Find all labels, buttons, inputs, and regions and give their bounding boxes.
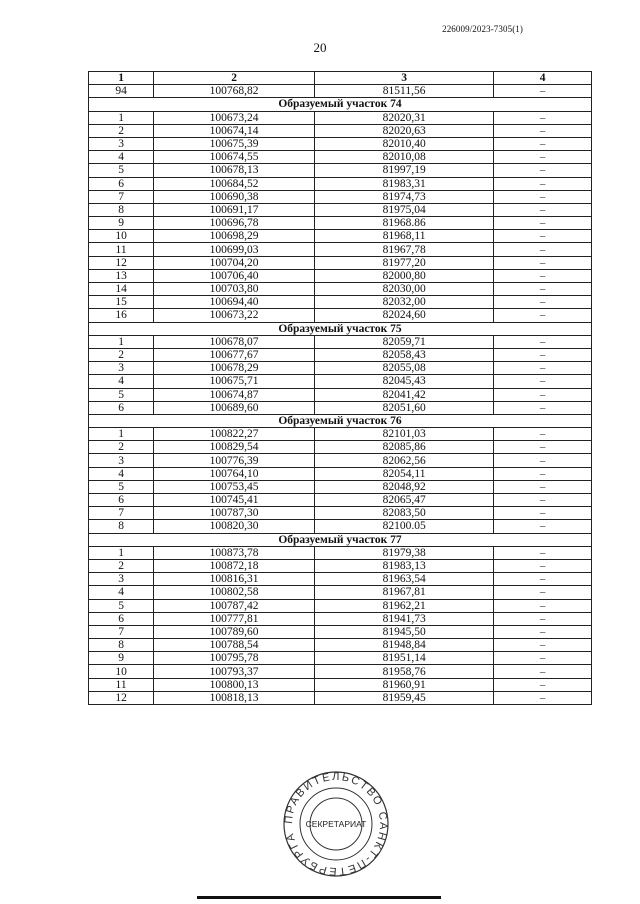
accuracy: – — [494, 546, 592, 559]
y-coordinate: 81511,56 — [315, 85, 494, 98]
y-coordinate: 82024,60 — [315, 309, 494, 322]
accuracy: – — [494, 639, 592, 652]
point-number: 4 — [89, 375, 154, 388]
accuracy: – — [494, 652, 592, 665]
table-row — [89, 164, 592, 177]
point-number: 2 — [89, 124, 154, 137]
table-row — [89, 546, 592, 559]
point-number: 9 — [89, 217, 154, 230]
table-row — [89, 467, 592, 480]
x-coordinate: 100674,87 — [154, 388, 315, 401]
accuracy: – — [494, 441, 592, 454]
x-coordinate: 100800,13 — [154, 678, 315, 691]
accuracy: – — [494, 625, 592, 638]
point-number: 5 — [89, 164, 154, 177]
table-row — [89, 151, 592, 164]
y-coordinate: 82055,08 — [315, 362, 494, 375]
accuracy: – — [494, 164, 592, 177]
x-coordinate: 100684,52 — [154, 177, 315, 190]
column-header: 3 — [315, 72, 494, 85]
table-row — [89, 137, 592, 150]
x-coordinate: 100787,30 — [154, 507, 315, 520]
accuracy: – — [494, 217, 592, 230]
accuracy: – — [494, 348, 592, 361]
table-row — [89, 217, 592, 230]
point-number: 4 — [89, 467, 154, 480]
point-number: 10 — [89, 665, 154, 678]
y-coordinate: 82083,50 — [315, 507, 494, 520]
accuracy: – — [494, 401, 592, 414]
point-number: 2 — [89, 559, 154, 572]
x-coordinate: 100777,81 — [154, 612, 315, 625]
secretariat-stamp — [282, 770, 390, 878]
point-number: 6 — [89, 401, 154, 414]
table-row — [89, 85, 592, 98]
x-coordinate: 100675,39 — [154, 137, 315, 150]
table-row — [89, 507, 592, 520]
accuracy: – — [494, 335, 592, 348]
point-number: 9 — [89, 652, 154, 665]
accuracy: – — [494, 665, 592, 678]
table-row — [89, 283, 592, 296]
point-number: 6 — [89, 612, 154, 625]
x-coordinate: 100822,27 — [154, 428, 315, 441]
table-row — [89, 454, 592, 467]
y-coordinate: 81974,73 — [315, 190, 494, 203]
accuracy: – — [494, 137, 592, 150]
y-coordinate: 81951,14 — [315, 652, 494, 665]
accuracy: – — [494, 111, 592, 124]
accuracy: – — [494, 467, 592, 480]
x-coordinate: 100829,54 — [154, 441, 315, 454]
column-header: 2 — [154, 72, 315, 85]
point-number: 4 — [89, 586, 154, 599]
accuracy: – — [494, 388, 592, 401]
point-number: 11 — [89, 678, 154, 691]
point-number: 5 — [89, 388, 154, 401]
x-coordinate: 100673,22 — [154, 309, 315, 322]
y-coordinate: 81977,20 — [315, 256, 494, 269]
section-header-row — [89, 414, 592, 427]
y-coordinate: 81968.86 — [315, 217, 494, 230]
table-row — [89, 124, 592, 137]
x-coordinate: 100689,60 — [154, 401, 315, 414]
y-coordinate: 81975,04 — [315, 203, 494, 216]
y-coordinate: 82000,80 — [315, 269, 494, 282]
svg-text:ПРАВИТЕЛЬСТВО САНКТ-ПЕТЕРБУРГА: ПРАВИТЕЛЬСТВО САНКТ-ПЕТЕРБУРГА — [282, 770, 390, 878]
point-number: 7 — [89, 190, 154, 203]
section-title: Образуемый участок 75 — [89, 322, 592, 335]
table-row — [89, 309, 592, 322]
point-number: 16 — [89, 309, 154, 322]
point-number: 13 — [89, 269, 154, 282]
accuracy: – — [494, 507, 592, 520]
table-row — [89, 177, 592, 190]
section-title: Образуемый участок 74 — [89, 98, 592, 111]
x-coordinate: 100818,13 — [154, 691, 315, 704]
column-header: 1 — [89, 72, 154, 85]
point-number: 6 — [89, 494, 154, 507]
y-coordinate: 82100.05 — [315, 520, 494, 533]
y-coordinate: 82054,11 — [315, 467, 494, 480]
table-row — [89, 375, 592, 388]
y-coordinate: 82010,08 — [315, 151, 494, 164]
table-row — [89, 573, 592, 586]
table-row — [89, 230, 592, 243]
y-coordinate: 81959,45 — [315, 691, 494, 704]
x-coordinate: 100694,40 — [154, 296, 315, 309]
point-number: 8 — [89, 639, 154, 652]
table-header-row — [89, 72, 592, 85]
accuracy: – — [494, 559, 592, 572]
point-number: 2 — [89, 441, 154, 454]
table-row — [89, 296, 592, 309]
table-body — [89, 85, 592, 705]
table-row — [89, 612, 592, 625]
table-row — [89, 586, 592, 599]
y-coordinate: 82051,60 — [315, 401, 494, 414]
x-coordinate: 100678,13 — [154, 164, 315, 177]
y-coordinate: 82020,31 — [315, 111, 494, 124]
table-row — [89, 494, 592, 507]
point-number: 12 — [89, 256, 154, 269]
y-coordinate: 81941,73 — [315, 612, 494, 625]
accuracy: – — [494, 309, 592, 322]
table-row — [89, 203, 592, 216]
point-number: 14 — [89, 283, 154, 296]
x-coordinate: 100678,29 — [154, 362, 315, 375]
point-number: 3 — [89, 137, 154, 150]
accuracy: – — [494, 599, 592, 612]
page-number: 20 — [313, 40, 327, 55]
point-number: 2 — [89, 348, 154, 361]
accuracy: – — [494, 520, 592, 533]
accuracy: – — [494, 678, 592, 691]
table-row — [89, 348, 592, 361]
table-row — [89, 480, 592, 493]
y-coordinate: 81967,78 — [315, 243, 494, 256]
accuracy: – — [494, 454, 592, 467]
table-row — [89, 559, 592, 572]
accuracy: – — [494, 480, 592, 493]
accuracy: – — [494, 586, 592, 599]
y-coordinate: 81963,54 — [315, 573, 494, 586]
table-row — [89, 639, 592, 652]
x-coordinate: 100706,40 — [154, 269, 315, 282]
x-coordinate: 100677,67 — [154, 348, 315, 361]
x-coordinate: 100816,31 — [154, 573, 315, 586]
point-number: 1 — [89, 546, 154, 559]
point-number: 10 — [89, 230, 154, 243]
x-coordinate: 100776,39 — [154, 454, 315, 467]
x-coordinate: 100787,42 — [154, 599, 315, 612]
y-coordinate: 82010,40 — [315, 137, 494, 150]
table-row — [89, 665, 592, 678]
y-coordinate: 81962,21 — [315, 599, 494, 612]
table-row — [89, 678, 592, 691]
x-coordinate: 100873,78 — [154, 546, 315, 559]
y-coordinate: 81983,13 — [315, 559, 494, 572]
x-coordinate: 100789,60 — [154, 625, 315, 638]
y-coordinate: 81983,31 — [315, 177, 494, 190]
point-number: 4 — [89, 151, 154, 164]
point-number: 6 — [89, 177, 154, 190]
accuracy: – — [494, 269, 592, 282]
y-coordinate: 81945,50 — [315, 625, 494, 638]
point-number: 3 — [89, 362, 154, 375]
table-row — [89, 256, 592, 269]
y-coordinate: 82045,43 — [315, 375, 494, 388]
table-row — [89, 190, 592, 203]
point-number: 5 — [89, 480, 154, 493]
section-title: Образуемый участок 76 — [89, 414, 592, 427]
document-number: 226009/2023-7305(1) — [442, 24, 523, 34]
x-coordinate: 100675,71 — [154, 375, 315, 388]
stamp-center-text: СЕКРЕТАРИАТ — [305, 819, 367, 829]
y-coordinate: 81960,91 — [315, 678, 494, 691]
table-row — [89, 599, 592, 612]
point-number: 7 — [89, 625, 154, 638]
table-row — [89, 691, 592, 704]
accuracy: – — [494, 190, 592, 203]
accuracy: – — [494, 362, 592, 375]
table-row — [89, 441, 592, 454]
y-coordinate: 82041,42 — [315, 388, 494, 401]
table-row — [89, 520, 592, 533]
accuracy: – — [494, 428, 592, 441]
table-row — [89, 269, 592, 282]
y-coordinate: 81997,19 — [315, 164, 494, 177]
section-title: Образуемый участок 77 — [89, 533, 592, 546]
x-coordinate: 100674,55 — [154, 151, 315, 164]
y-coordinate: 82059,71 — [315, 335, 494, 348]
point-number: 1 — [89, 335, 154, 348]
x-coordinate: 100768,82 — [154, 85, 315, 98]
point-number: 3 — [89, 454, 154, 467]
table-row — [89, 401, 592, 414]
accuracy: – — [494, 124, 592, 137]
x-coordinate: 100820,30 — [154, 520, 315, 533]
point-number: 8 — [89, 520, 154, 533]
accuracy: – — [494, 494, 592, 507]
column-header: 4 — [494, 72, 592, 85]
accuracy: – — [494, 283, 592, 296]
y-coordinate: 81979,38 — [315, 546, 494, 559]
section-header-row — [89, 322, 592, 335]
x-coordinate: 100704,20 — [154, 256, 315, 269]
x-coordinate: 100690,38 — [154, 190, 315, 203]
point-number: 94 — [89, 85, 154, 98]
x-coordinate: 100678,07 — [154, 335, 315, 348]
y-coordinate: 81967,81 — [315, 586, 494, 599]
x-coordinate: 100698,29 — [154, 230, 315, 243]
table-row — [89, 652, 592, 665]
accuracy: – — [494, 203, 592, 216]
accuracy: – — [494, 612, 592, 625]
accuracy: – — [494, 151, 592, 164]
table-row — [89, 625, 592, 638]
point-number: 3 — [89, 573, 154, 586]
table-row — [89, 111, 592, 124]
accuracy: – — [494, 256, 592, 269]
y-coordinate: 82058,43 — [315, 348, 494, 361]
y-coordinate: 82032,00 — [315, 296, 494, 309]
point-number: 11 — [89, 243, 154, 256]
x-coordinate: 100691,17 — [154, 203, 315, 216]
accuracy: – — [494, 243, 592, 256]
point-number: 1 — [89, 428, 154, 441]
x-coordinate: 100872,18 — [154, 559, 315, 572]
y-coordinate: 82101,03 — [315, 428, 494, 441]
accuracy: – — [494, 230, 592, 243]
x-coordinate: 100753,45 — [154, 480, 315, 493]
y-coordinate: 81948,84 — [315, 639, 494, 652]
point-number: 15 — [89, 296, 154, 309]
y-coordinate: 82062,56 — [315, 454, 494, 467]
point-number: 12 — [89, 691, 154, 704]
y-coordinate: 82030,00 — [315, 283, 494, 296]
point-number: 8 — [89, 203, 154, 216]
table-row — [89, 428, 592, 441]
accuracy: – — [494, 375, 592, 388]
x-coordinate: 100696,78 — [154, 217, 315, 230]
accuracy: – — [494, 296, 592, 309]
x-coordinate: 100699,03 — [154, 243, 315, 256]
point-number: 7 — [89, 507, 154, 520]
y-coordinate: 82065,47 — [315, 494, 494, 507]
x-coordinate: 100673,24 — [154, 111, 315, 124]
y-coordinate: 81958,76 — [315, 665, 494, 678]
coordinates-table — [88, 71, 592, 705]
x-coordinate: 100793,37 — [154, 665, 315, 678]
accuracy: – — [494, 573, 592, 586]
accuracy: – — [494, 177, 592, 190]
x-coordinate: 100764,10 — [154, 467, 315, 480]
x-coordinate: 100802,58 — [154, 586, 315, 599]
x-coordinate: 100703,80 — [154, 283, 315, 296]
y-coordinate: 82085,86 — [315, 441, 494, 454]
section-header-row — [89, 533, 592, 546]
point-number: 1 — [89, 111, 154, 124]
x-coordinate: 100745,41 — [154, 494, 315, 507]
table-row — [89, 335, 592, 348]
accuracy: – — [494, 691, 592, 704]
point-number: 5 — [89, 599, 154, 612]
bottom-rule — [197, 896, 441, 899]
table-row — [89, 388, 592, 401]
x-coordinate: 100795,78 — [154, 652, 315, 665]
x-coordinate: 100788,54 — [154, 639, 315, 652]
section-header-row — [89, 98, 592, 111]
y-coordinate: 81968,11 — [315, 230, 494, 243]
accuracy: – — [494, 85, 592, 98]
table-row — [89, 243, 592, 256]
x-coordinate: 100674,14 — [154, 124, 315, 137]
y-coordinate: 82020,63 — [315, 124, 494, 137]
table-row — [89, 362, 592, 375]
y-coordinate: 82048,92 — [315, 480, 494, 493]
